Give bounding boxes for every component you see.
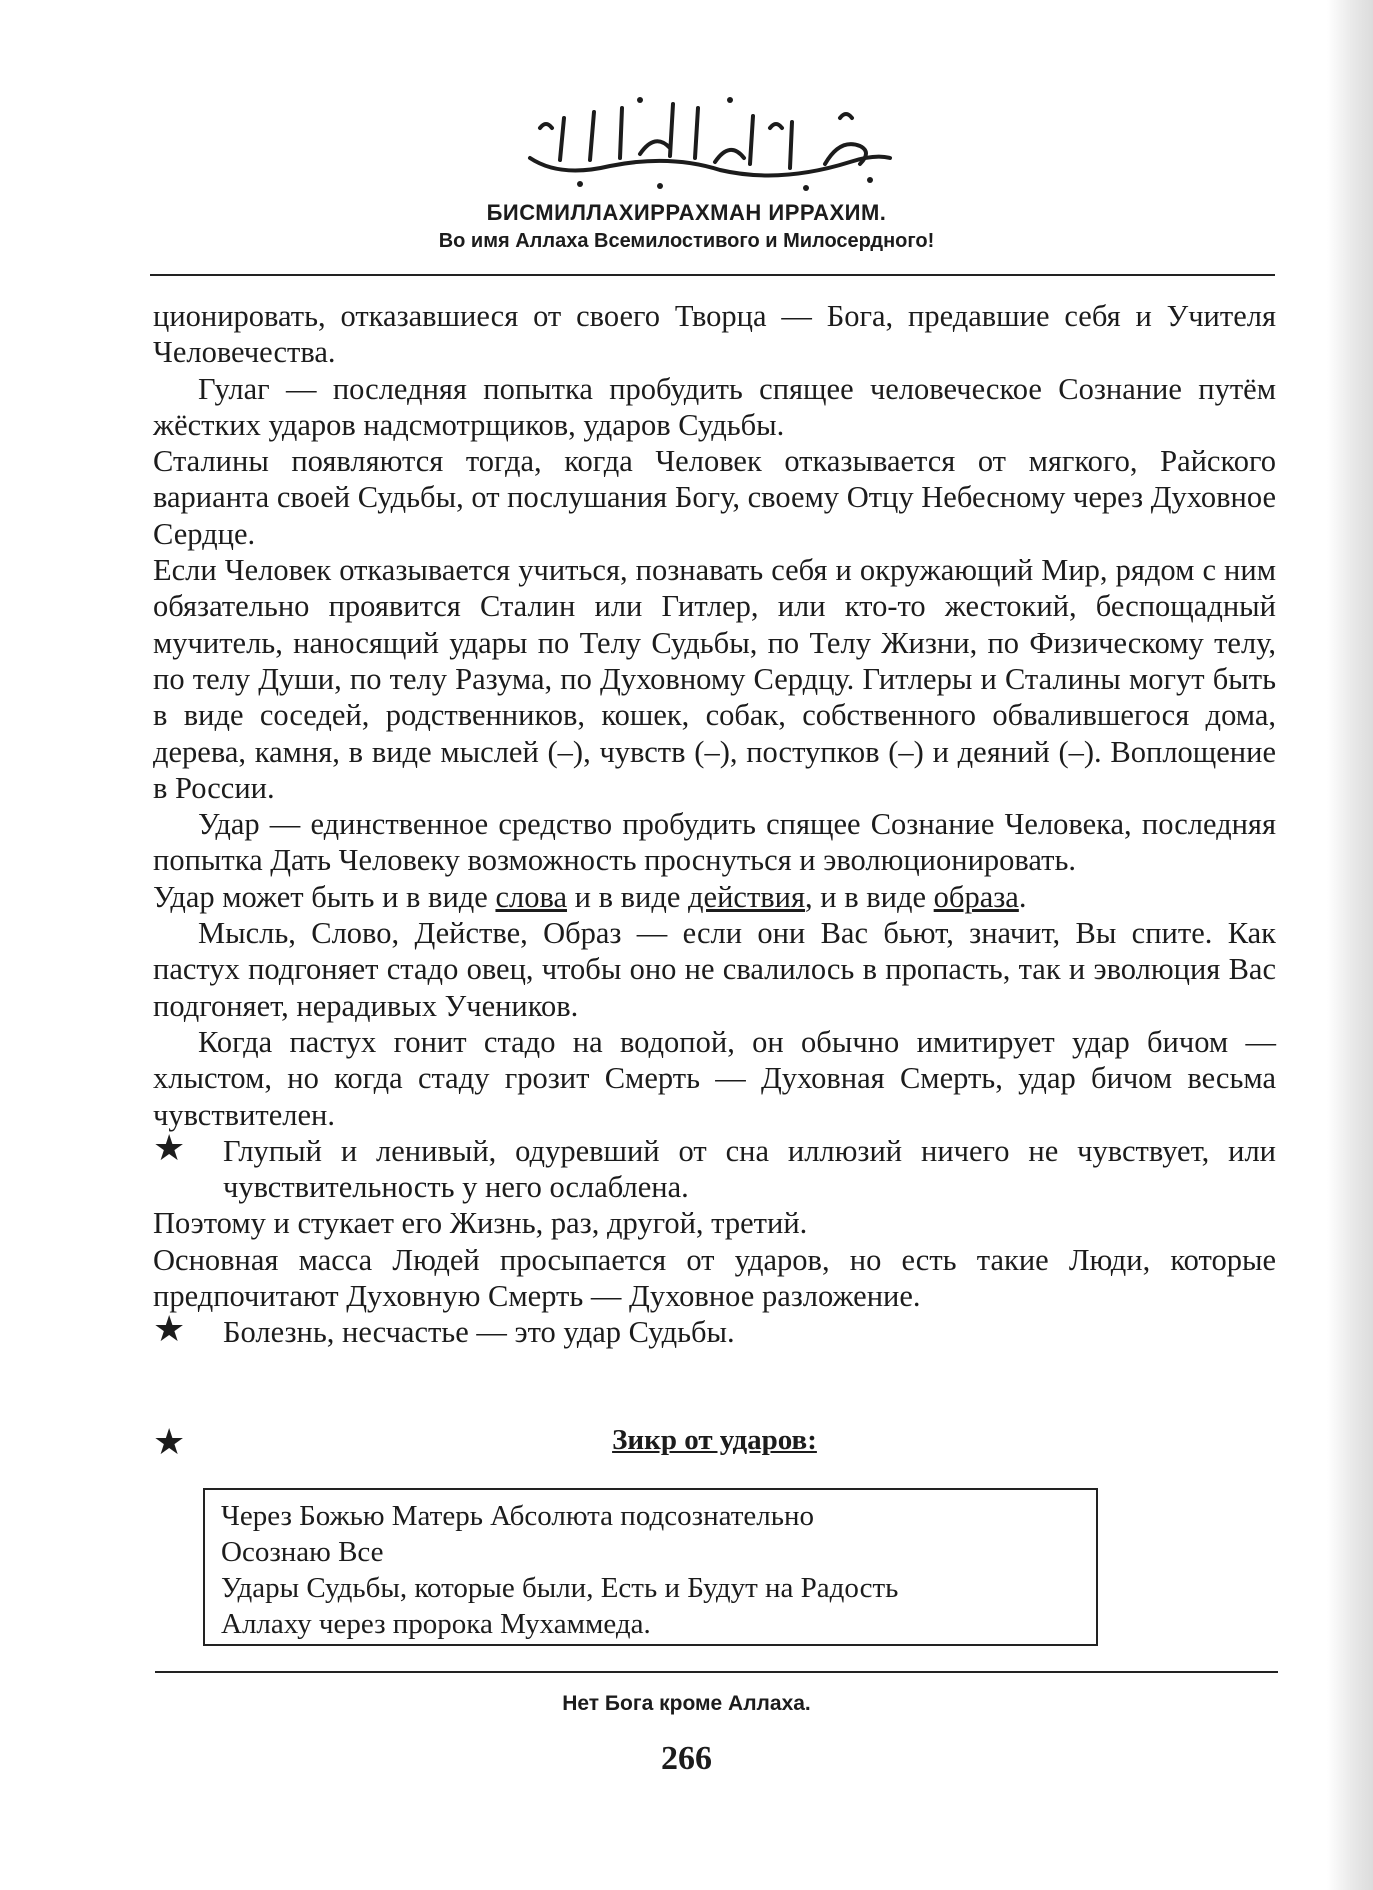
zikr-box xyxy=(203,1488,1098,1646)
text-run: , и в виде xyxy=(805,879,934,914)
zikr-heading-row xyxy=(153,1420,1276,1464)
paragraph: Основная масса Людей просыпается от ударов, но есть такие Люди, которые предпочитают Духовную Смерть — Духовное разложение. xyxy=(153,1242,1276,1314)
underlined-word: образа xyxy=(933,879,1019,914)
paragraph: Мысль, Слово, Действе, Образ — если они Вас бьют, значит, Вы спите. Как пастух подгоняет стадо овец, чтобы оно не свалилось в пропасть, так и эволюция Вас подгоняет, нерадивых Учеников. xyxy=(153,916,1276,1023)
footer-divider xyxy=(155,1671,1278,1673)
zikr-line: Осознаю Все xyxy=(221,1536,384,1568)
bismillah-calligraphy xyxy=(520,88,900,198)
paragraph: Когда пастух гонит стадо на водопой, он обычно имитирует удар бичом — хлыстом, но когда стаду грозит Смерть — Духовная Смерть, удар бичом весьма чувствителен. xyxy=(153,1024,1276,1132)
page-number: 266 xyxy=(661,1740,712,1777)
text-run: . xyxy=(1018,879,1027,914)
zikr-line: Аллаху через пророка Мухаммеда. xyxy=(221,1608,651,1640)
paragraph: Если Человек отказывается учиться, познавать себя и окружающий Мир, рядом с ним обязательно проявится Сталин или Гитлер, или кто-то жестокий, беспощадный мучитель, наносящий удары по Телу Судьбы, по Телу Жизни, по Физическому телу, по телу Души, по телу Разума, по Духовному Сердцу. Гитлеры и Сталины могут быть в виде соседей, родственников, кошек, собак, собственного обвалившегося дома, дерева, камня, в виде мыслей (–), чувств (–), поступков (–) и деяний (–). Воплощение в России. xyxy=(153,553,1276,805)
zikr-line: Удары Судьбы, которые были, Есть и Будут на Радость xyxy=(221,1572,899,1604)
header-divider xyxy=(150,274,1275,276)
paragraph: ционировать, отказавшиеся от своего Творца — Бога, предавшие себя и Учителя Человечества. xyxy=(153,299,1276,370)
underlined-word: действия xyxy=(688,879,806,914)
text-run: Болезнь, несчастье — это удар Судьбы. xyxy=(223,1315,735,1350)
text-run: Удар может быть и в виде xyxy=(153,879,496,914)
page-edge-shadow xyxy=(1327,0,1373,1890)
paragraph: Удар — единственное средство пробудить спящее Сознание Человека, последняя попытка Дать Человеку возможность проснуться и эволюционировать. xyxy=(153,807,1276,878)
underlined-word: слова xyxy=(495,879,568,914)
text-run: Глупый и ленивый, одуревший от сна иллюзий ничего не чувствует, или чувствительность у него ослаблена. xyxy=(223,1133,1276,1205)
zikr-line: Через Божью Матерь Абсолюта подсознательно xyxy=(221,1500,814,1532)
header-title: БИСМИЛЛАХИРРАХМАН ИРРАХИМ. xyxy=(486,200,887,225)
paragraph: Сталины появляются тогда, когда Человек отказывается от мягкого, Райского варианта своей Судьбы, от послушания Богу, своему Отцу Небесному через Духовное Сердце. xyxy=(153,444,1276,551)
zikr-heading: Зикр от ударов: xyxy=(612,1424,817,1456)
main-text xyxy=(153,298,1276,1351)
starred-paragraph xyxy=(153,1127,1276,1206)
header-subtitle: Во имя Аллаха Всемилостивого и Милосердного! xyxy=(438,230,935,252)
paragraph xyxy=(153,879,1276,915)
star-icon: ★ xyxy=(153,1422,186,1463)
starred-paragraph xyxy=(153,1309,1276,1351)
paragraph: Поэтому и стукает его Жизнь, раз, другой, третий. xyxy=(153,1206,808,1241)
star-icon: ★ xyxy=(153,1309,186,1351)
star-icon: ★ xyxy=(153,1127,186,1169)
footer-text: Нет Бога кроме Аллаха. xyxy=(562,1692,811,1715)
text-run: и в виде xyxy=(567,879,689,914)
paragraph: Гулаг — последняя попытка пробудить спящее человеческое Сознание путём жёстких ударов надсмотрщиков, ударов Судьбы. xyxy=(153,371,1276,442)
